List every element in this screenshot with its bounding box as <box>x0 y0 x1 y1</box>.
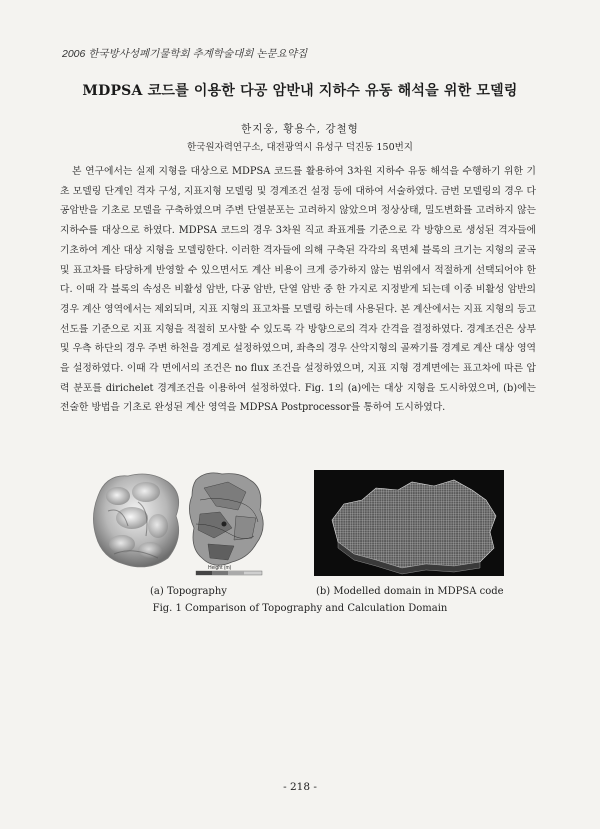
journal-header: 2006 한국방사성폐기물학회 추계학술대회 논문요약집 <box>62 48 308 60</box>
abstract-body: 본 연구에서는 실제 지형을 대상으로 MDPSA 코드를 활용하여 3차원 지하수 유동 해석을 수행하기 위한 기초 모델링 단계인 격자 구성, 지표지형 모델링 및 경계조건 설정 등에 대하여 서술하였다. 금번 모델링의 경우 다공암반을 기초로 모델을 구축하였으며 주변 단열분포는 고려하지 않았으며 정상상태, 밀도변화를 고려하지 않는 지하수를 대상으로 하였다. MDPSA 코드의 경우 3차원 직교 좌표계를 기준으로 각 방향으로 생성된 격자들에 기초하여 계산 대상 지형을 모델링한다. 이러한 격자들에 의해 구축된 각각의 육면체 블록의 크기는 지형의 굴곡 및 표고차를 타당하게 반영할 수 있으면서도 계산 비용이 크게 증가하지 않는 범위에서 적절하게 선택되어야 한다. 이때 각 블록의 속성은 비활성 암반, 다공 암반, 단열 암반 중 한 가지로 지정받게 되는데 이중 비활성 암반의 경우 계산 영역에서는 제외되며, 지표 지형의 표고차를 모델링 하는데 사용된다. 본 계산에서는 지표 지형의 등고선도를 기준으로 지표 지형을 적절히 모사할 수 있도록 각 방향으로의 격자 간격을 결정하였다. 경계조건은 상부 및 우측 하단의 경우 주변 하천을 경계로 설정하였으며, 좌측의 경우 산악지형의 골짜기를 경계로 계산 대상 영역을 설정하였다. 이때 각 면에서의 조건은 no flux 조건을 설정하였으며, 지표 지형 경계면에는 표고차에 따른 압력 분포를 dirichelet 경계조건을 이용하여 설정하였다. Fig. 1의 (a)에는 대상 지형을 도시하였으며, (b)에는 전술한 방법을 기초로 완성된 계산 영역을 MDPSA Postprocessor를 통하여 도시하였다. <box>60 166 536 414</box>
modelled-domain-image <box>314 470 504 576</box>
topography-image <box>88 466 278 578</box>
authors: 한지웅, 황용수, 강철형 <box>241 123 359 135</box>
legend-label: Height (m) <box>208 565 232 571</box>
figure-1 <box>88 466 508 578</box>
paper-title: MDPSA 코드를 이용한 다공 암반내 지하수 유동 해석을 위한 모델링 <box>82 83 518 99</box>
page-number: - 218 - <box>283 781 317 793</box>
caption-a: (a) Topography <box>150 586 227 597</box>
caption-b: (b) Modelled domain in MDPSA code <box>316 586 504 597</box>
affiliation: 한국원자력연구소, 대전광역시 유성구 덕진동 150번지 <box>187 142 413 153</box>
figure-caption: Fig. 1 Comparison of Topography and Calculation Domain <box>152 603 448 614</box>
